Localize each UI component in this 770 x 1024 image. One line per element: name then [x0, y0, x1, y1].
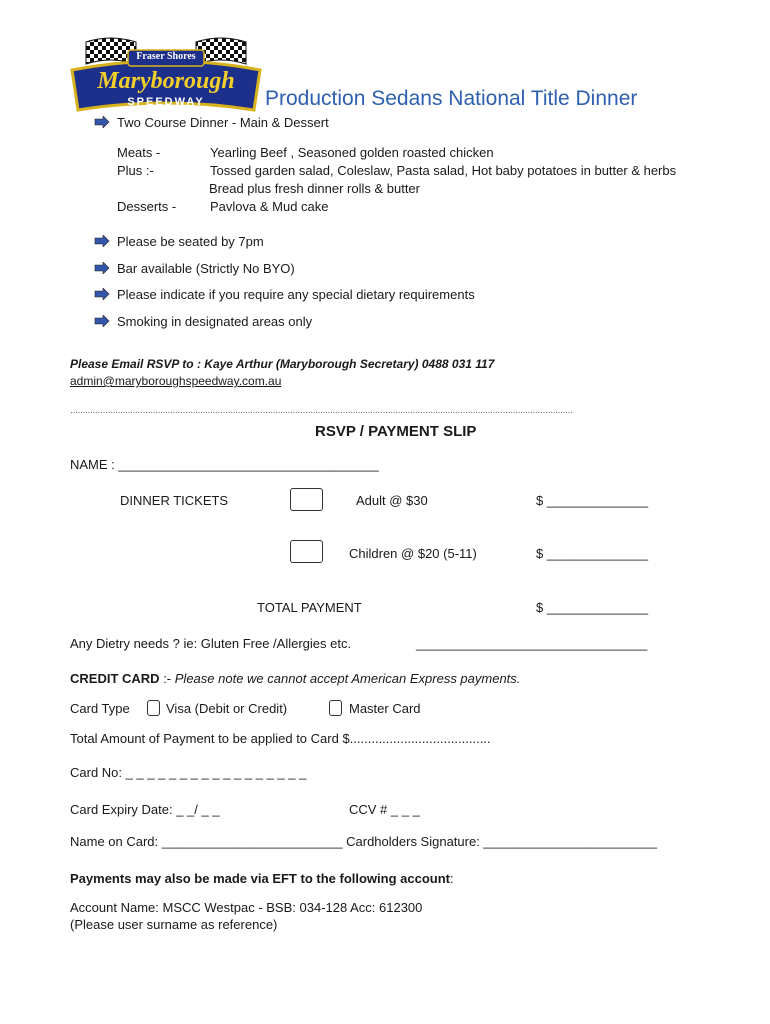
- bullet-seated: Please be seated by 7pm: [117, 234, 264, 249]
- dietary-field[interactable]: ________________________________: [416, 636, 648, 651]
- adult-label: Adult @ $30: [356, 493, 428, 508]
- logo-main-text: Maryborough: [97, 68, 235, 94]
- visa-checkbox[interactable]: [147, 700, 160, 716]
- cut-line: …………………………………………………………………………………………………………………………………………………………………………………: [70, 406, 573, 415]
- slip-title: RSVP / PAYMENT SLIP: [315, 423, 477, 440]
- ccv-field[interactable]: CCV # _ _ _: [349, 802, 420, 817]
- total-payment-field[interactable]: $ ______________: [536, 600, 649, 615]
- arrow-bullet-icon: [94, 315, 110, 327]
- name-field[interactable]: NAME : ____________________________________: [70, 457, 379, 472]
- dietary-label: Any Dietry needs ? ie: Gluten Free /Allergies etc.: [70, 636, 352, 651]
- total-amount-field[interactable]: Total Amount of Payment to be applied to Card $.......................................: [70, 731, 491, 746]
- meats-label: Meats -: [117, 145, 161, 160]
- dinner-course-text: Two Course Dinner - Main & Dessert: [117, 115, 329, 130]
- mastercard-checkbox[interactable]: [329, 700, 342, 716]
- credit-card-sep: :-: [163, 671, 172, 686]
- bullet-dietary: Please indicate if you require any special dietary requirements: [117, 287, 475, 302]
- desserts-label: Desserts -: [117, 199, 177, 214]
- arrow-bullet-icon: [94, 235, 110, 247]
- desserts-value: Pavlova & Mud cake: [210, 199, 329, 214]
- adult-amount-field[interactable]: $ ______________: [536, 493, 649, 508]
- plus-value: Tossed garden salad, Coleslaw, Pasta salad, Hot baby potatoes in butter & herbs: [210, 163, 677, 178]
- logo-top-text: Fraser Shores: [136, 51, 196, 62]
- eft-heading: Payments may also be made via EFT to the following account: [70, 871, 450, 886]
- credit-card-line: [70, 671, 520, 686]
- arrow-bullet-icon: [94, 116, 110, 128]
- children-quantity-box[interactable]: [290, 540, 323, 563]
- arrow-bullet-icon: [94, 288, 110, 300]
- plus-value-2: Bread plus fresh dinner rolls & butter: [209, 181, 420, 196]
- bullet-bar: Bar available (Strictly No BYO): [117, 261, 295, 276]
- mastercard-label: Master Card: [349, 701, 421, 716]
- eft-colon: :: [449, 871, 454, 886]
- account-details: Account Name: MSCC Westpac - BSB: 034-128 Acc: 612300: [70, 900, 423, 915]
- email-link[interactable]: admin@maryboroughspeedway.com.au: [70, 374, 282, 388]
- card-type-label: Card Type: [70, 701, 130, 716]
- card-expiry-field[interactable]: Card Expiry Date: _ _/ _ _: [70, 802, 220, 817]
- visa-label: Visa (Debit or Credit): [166, 701, 288, 716]
- card-number-field[interactable]: Card No: _ _ _ _ _ _ _ _ _ _ _ _ _ _ _ _ _: [70, 765, 307, 780]
- name-signature-field[interactable]: Name on Card: _________________________ Cardholders Signature: ________________________: [70, 834, 657, 849]
- credit-card-label: CREDIT CARD: [70, 671, 160, 686]
- adult-quantity-box[interactable]: [290, 488, 323, 511]
- eft-line: [70, 871, 454, 886]
- children-amount-field[interactable]: $ ______________: [536, 546, 649, 561]
- rsvp-contact: Please Email RSVP to : Kaye Arthur (Maryborough Secretary) 0488 031 117: [70, 357, 495, 371]
- children-label: Children @ $20 (5-11): [349, 546, 477, 561]
- credit-card-note: Please note we cannot accept American Express payments.: [174, 671, 521, 686]
- bullet-smoking: Smoking in designated areas only: [117, 314, 313, 329]
- arrow-bullet-icon: [94, 262, 110, 274]
- reference-note: (Please user surname as reference): [70, 917, 278, 932]
- total-payment-label: TOTAL PAYMENT: [257, 600, 362, 615]
- plus-label: Plus :-: [117, 163, 154, 178]
- speedway-logo: [66, 34, 266, 114]
- meats-value: Yearling Beef , Seasoned golden roasted chicken: [210, 145, 494, 160]
- page-title: Production Sedans National Title Dinner: [265, 87, 638, 110]
- logo-sub-text: SPEEDWAY: [127, 96, 205, 108]
- dinner-tickets-label: DINNER TICKETS: [120, 493, 229, 508]
